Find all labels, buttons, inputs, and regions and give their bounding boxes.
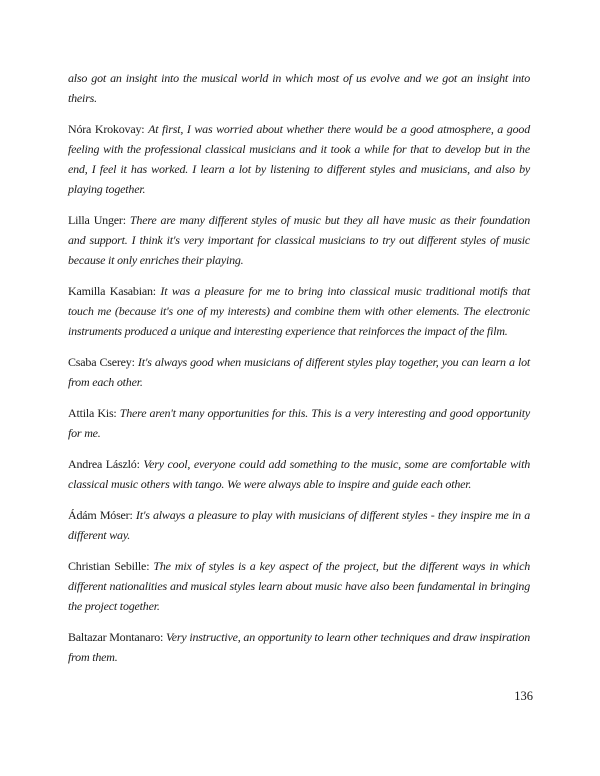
quote-paragraph	[68, 210, 530, 270]
name-separator: :	[129, 508, 136, 522]
quote-text: There aren't many opportunities for this. This is a very interesting and good opportunity for me.	[68, 406, 531, 440]
speaker-name: Baltazar Montanaro	[68, 630, 161, 644]
quote-paragraph	[68, 454, 530, 494]
quote-paragraph	[68, 352, 530, 392]
name-separator: :	[160, 630, 166, 644]
speaker-name: Nóra Krokovay	[68, 122, 142, 136]
quote-paragraph	[68, 281, 530, 341]
quote-text: There are many different styles of music but they all have music as their foundation and support. I think it's very important for classical musicians to try out different styles of music because it only enriches their playing.	[68, 213, 531, 267]
continuation-paragraph	[68, 68, 530, 108]
page-number: 136	[514, 689, 533, 703]
quote-text: Very cool, everyone could add something to the music, some are comfortable with classical music others with tango. We were always able to inspire and guide each other.	[68, 457, 530, 491]
quote-text: It's always a pleasure to play with musicians of different styles - they inspire me in a different way.	[68, 508, 530, 542]
speaker-name: Kamilla Kasabian	[68, 284, 153, 298]
quote-text: At first, I was worried about whether there would be a good atmosphere, a good feeling with the professional classical musicians and it took a while for that to develop but in the end, I feel it has worked. I learn a lot by listening to different styles and musicians, and also by playing together.	[68, 122, 530, 196]
quote-paragraph	[68, 505, 530, 545]
quote-text: The mix of styles is a key aspect of the project, but the different ways in which different nationalities and musical styles learn about music have also been fundamental in bringing the project together.	[68, 559, 530, 613]
name-separator: :	[131, 355, 138, 369]
quote-paragraph	[68, 119, 530, 199]
name-separator: :	[122, 213, 130, 227]
speaker-name: Lilla Unger	[68, 213, 123, 227]
name-separator: :	[113, 406, 120, 420]
speaker-name: Christian Sebille	[68, 559, 147, 573]
speaker-name: Attila Kis	[68, 406, 114, 420]
quote-paragraph	[68, 403, 530, 443]
quote-text: Very instructive, an opportunity to learn other techniques and draw inspiration from them.	[68, 630, 530, 664]
quote-paragraph	[68, 627, 530, 667]
name-separator: :	[146, 559, 154, 573]
speaker-name: Andrea László	[68, 457, 137, 471]
speaker-name: Ádám Móser	[68, 508, 130, 522]
speaker-name: Csaba Cserey	[68, 355, 132, 369]
quote-text: It was a pleasure for me to bring into classical music traditional motifs that touch me (because it's one of my interests) and combine them with other elements. The electronic instruments produced a unique and interesting experience that reinforces the impact of the film.	[68, 284, 530, 338]
quote-paragraph	[68, 556, 530, 616]
quote-text: It's always good when musicians of different styles play together, you can learn a lot from each other.	[68, 355, 531, 389]
continuation-text: also got an insight into the musical world in which most of us evolve and we got an insight into theirs.	[68, 71, 530, 105]
name-separator: :	[141, 122, 149, 136]
name-separator: :	[152, 284, 161, 298]
name-separator: :	[136, 457, 144, 471]
